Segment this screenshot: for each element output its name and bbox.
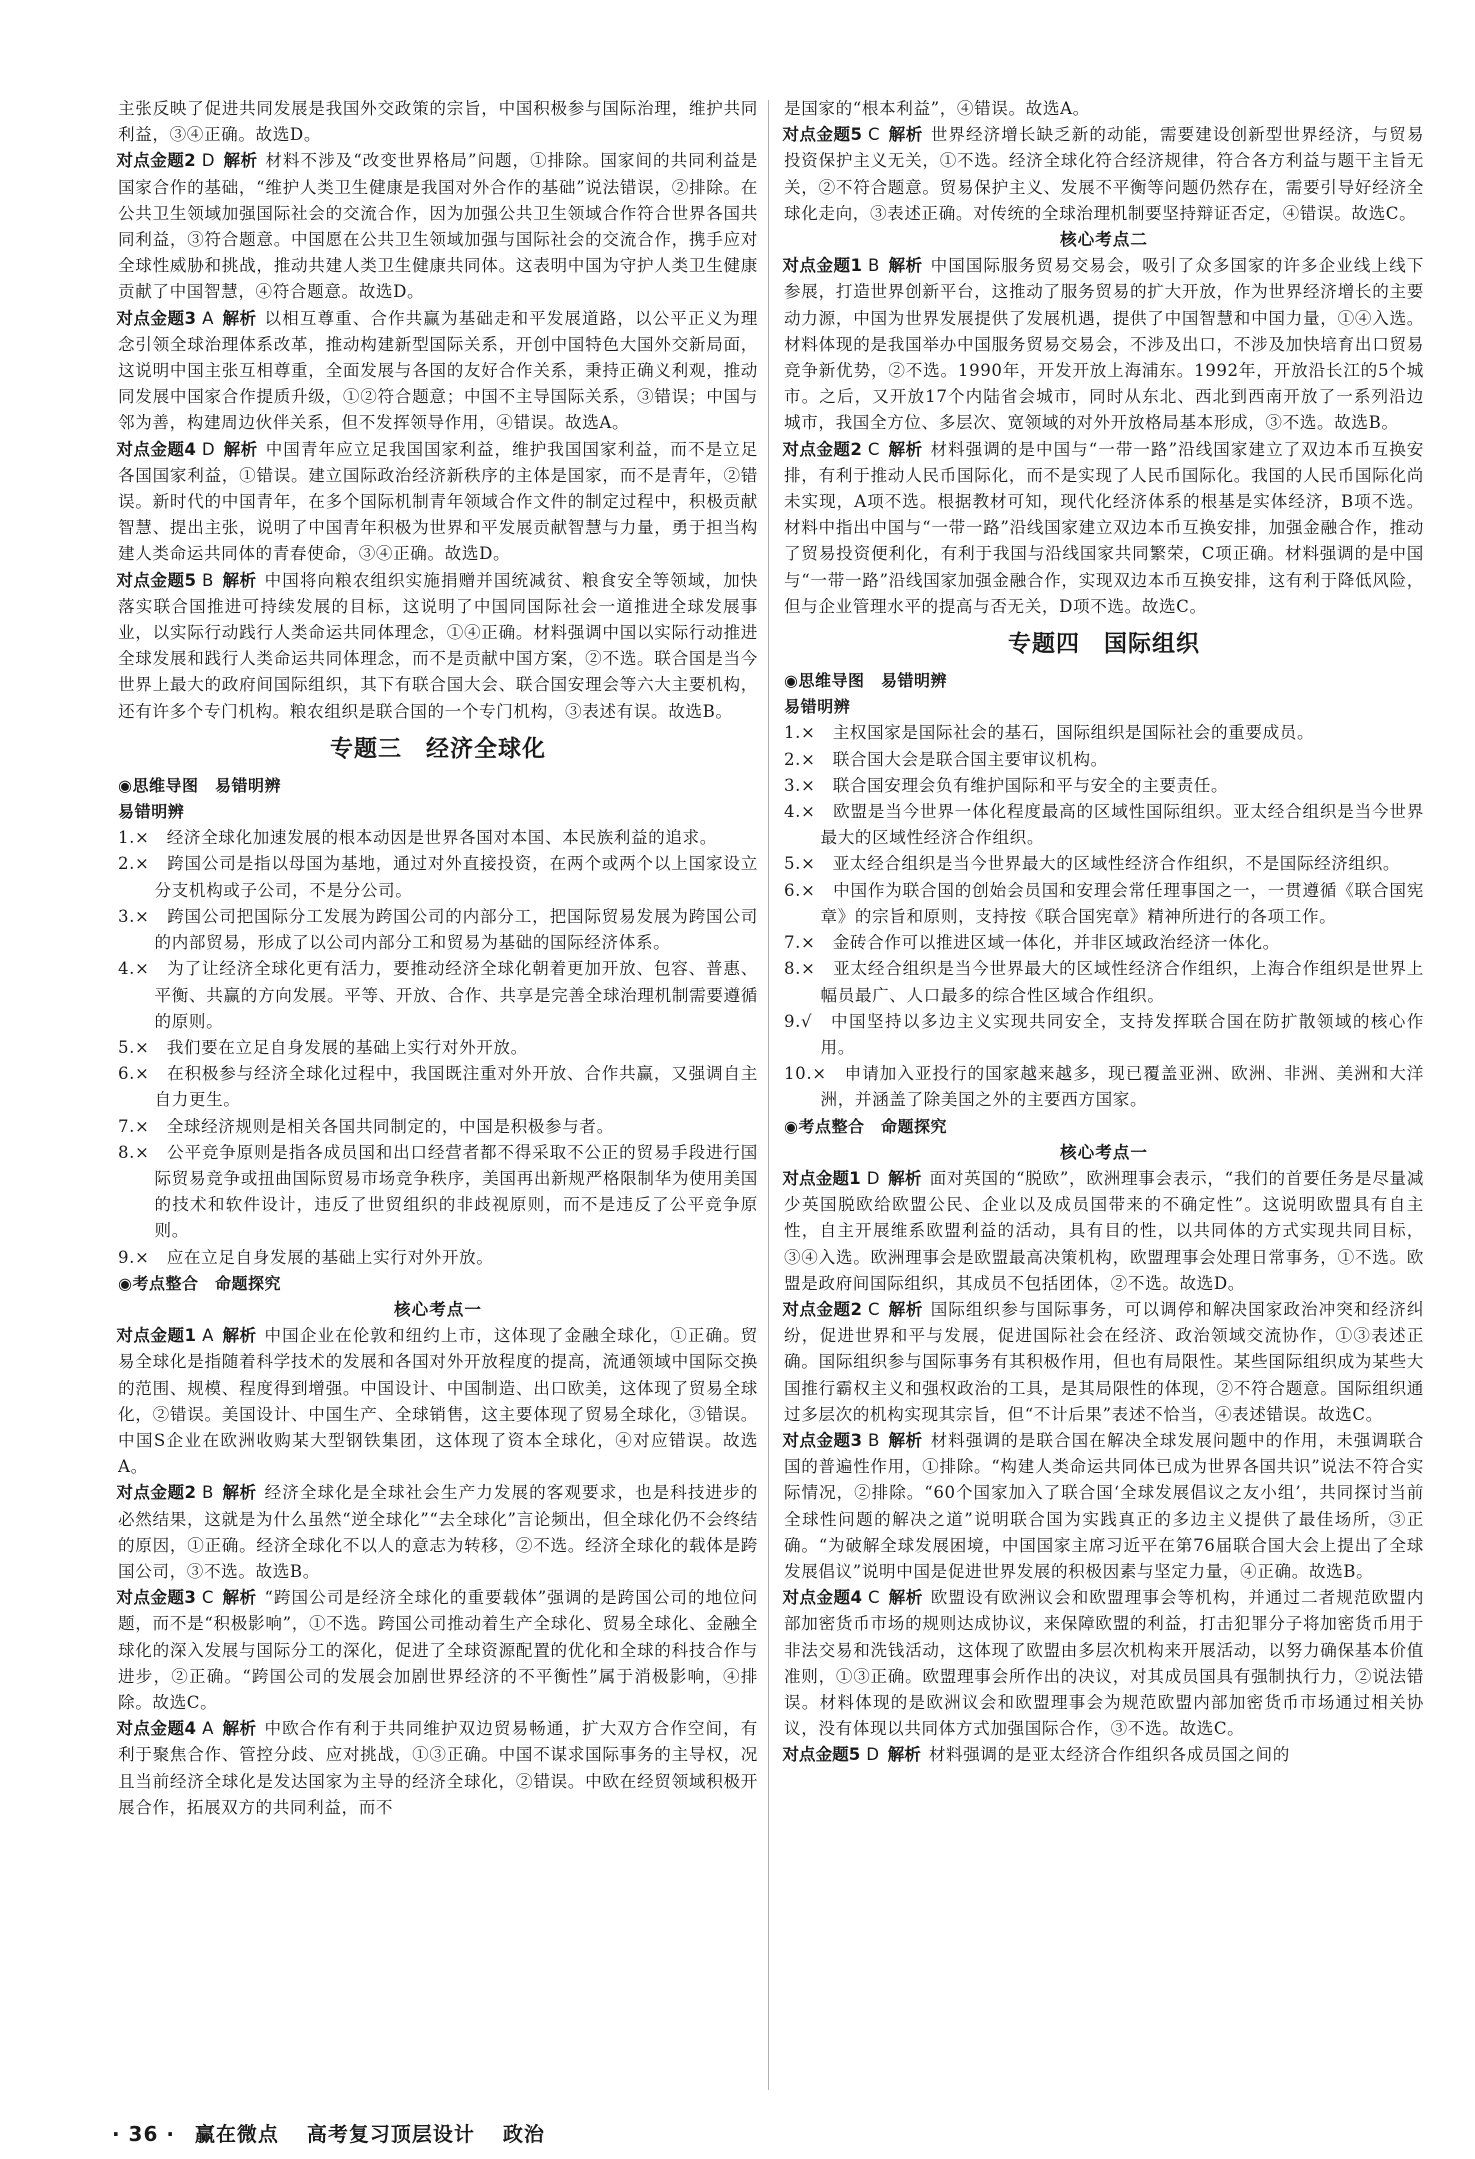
error-item: 6.× 中国作为联合国的创始会员国和安理会常任理事国之一，一贯遵循《联合国宪章》的宗旨和原则，支持按《联合国宪章》精神所进行的各项工作。	[784, 880, 1424, 926]
answer-explanation	[118, 1323, 758, 1480]
explanation-text: 面对英国的“脱欧”，欧洲理事会表示，“我们的首要任务是尽量减少英国脱欧给欧盟公民、企业以及成员国带来的不确定性”。这说明欧盟具有自主性，自主开展维系欧盟利益的活动，具有目的性，以共同体的方式实现共同目标，③④入选。欧洲理事会是欧盟最高决策机构，欧盟理事会处理日常事务，①不选。欧盟是政府间国际组织，其成员不包括团体，②不选。故选D。	[784, 1168, 1425, 1293]
analysis-tag: 解析	[222, 1326, 257, 1346]
explanation-text: 世界经济增长缺乏新的动能，需要建设创新型世界经济，与贸易投资保护主义无关，①不选。经济全球化符合经济规律，符合各方利益与题干主旨无关，②不符合题意。贸易保护主义、发展不平衡等问题仍然存在，需要引导好经济全球化走向，③表述正确。对传统的全球治理机制要坚持辩证否定，④错误。故选C。	[784, 125, 1425, 223]
analysis-tag: 解析	[887, 1745, 921, 1765]
question-label: 对点金题5	[782, 1745, 861, 1765]
analysis-tag: 解析	[888, 1588, 923, 1608]
answer-explanation	[118, 1480, 758, 1585]
question-label: 对点金题3	[782, 1430, 863, 1450]
book-name: 赢在微点	[194, 2122, 279, 2146]
section-heading: ◉考点整合 命题探究	[784, 1116, 947, 1136]
analysis-tag: 解析	[222, 1588, 257, 1608]
error-item: 2.× 联合国大会是联合国主要审议机构。	[784, 749, 1108, 769]
explanation-text: 欧盟设有欧洲议会和欧盟理事会等机构，并通过二者规范欧盟内部加密货币市场的规则达成协议，来保障欧盟的利益，打击犯罪分子将加密货币用于非法交易和洗钱活动，这体现了欧盟由多层次机构来开展活动，以努力确保基本价值准则，①③正确。欧盟理事会所作出的决议，对其成员国具有强制执行力，②说法错误。材料体现的是欧洲议会和欧盟理事会为规范欧盟内部加密货币市场通过相关协议，没有体现以共同体方式加强国际合作，③不选。故选C。	[784, 1588, 1425, 1739]
answer-letter: C	[868, 125, 881, 145]
error-item: 7.× 金砖合作可以推进区域一体化，并非区域政治经济一体化。	[784, 933, 1280, 953]
error-item: 4.× 为了让经济全球化更有活力，要推动经济全球化朝着更加开放、包容、普惠、平衡、共赢的方向发展。平等、开放、合作、共享是完善全球治理机制需要遵循的原则。	[118, 959, 758, 1031]
question-label: 对点金题2	[782, 439, 862, 459]
explanation-text: 中欧合作有利于共同维护双边贸易畅通，扩大双方合作空间，有利于聚焦合作、管控分歧、应对挑战，①③正确。中国不谋求国际事务的主导权，况且当前经济全球化是发达国家为主导的经济全球化，②错误。中欧在经贸领域积极开展合作，拓展双方的共同利益，而不	[118, 1719, 759, 1817]
page-number: · 36 ·	[112, 2122, 175, 2146]
question-label: 对点金题5	[116, 570, 197, 590]
error-item: 7.× 全球经济规则是相关各国共同制定的，中国是积极参与者。	[118, 1116, 614, 1136]
error-item: 3.× 跨国公司把国际分工发展为跨国公司的内部分工，把国际贸易发展为跨国公司的内部贸易，形成了以公司内部分工和贸易为基础的国际经济体系。	[118, 906, 758, 953]
answer-letter: B	[868, 1430, 881, 1450]
error-item: 3.× 联合国安理会负有维护国际和平与安全的主要责任。	[784, 775, 1229, 795]
answer-explanation	[784, 122, 1424, 227]
question-label: 对点金题5	[782, 125, 863, 145]
answer-letter: C	[867, 439, 881, 459]
explanation-text: 中国企业在伦敦和纽约上市，这体现了金融全球化，①正确。贸易全球化是指随着科学技术的发展和各国对外开放程度的提高，流通领域中国际交换的范围、规模、程度得到增强。中国设计、中国制造、出口欧美，这体现了贸易全球化，②错误。美国设计、中国生产、全球销售，这主要体现了贸易全球化，③错误。中国S企业在欧洲收购某大型钢铁集团，这体现了资本全球化，④对应错误。故选A。	[118, 1326, 759, 1477]
section-heading: ◉思维导图 易错明辨	[118, 775, 281, 795]
answer-explanation	[784, 1428, 1424, 1585]
analysis-tag: 解析	[888, 1299, 923, 1319]
column-divider	[768, 100, 769, 2090]
core-point-heading: 核心考点一	[1060, 1142, 1148, 1162]
subject-name: 政治	[502, 2122, 545, 2146]
continued-text: 是国家的“根本利益”，④错误。故选A。	[784, 99, 1090, 118]
core-point-heading: 核心考点一	[394, 1299, 482, 1319]
topic-heading: 专题三 经济全球化	[330, 735, 546, 762]
answer-letter: A	[202, 1326, 215, 1346]
answer-explanation	[118, 148, 758, 305]
explanation-text: 材料不涉及“改变世界格局”问题，①排除。国家间的共同利益是国家合作的基础，“维护人类卫生健康是我国对外合作的基础”说法错误，②排除。在公共卫生领域加强国际社会的交流合作，因为加强公共卫生领域合作符合世界各国共同利益，③符合题意。中国愿在公共卫生领域加强与国际社会的交流合作，携手应对全球性威胁和挑战，推动共建人类卫生健康共同体。这表明中国为守护人类卫生健康贡献了中国智慧，④符合题意。故选D。	[118, 151, 759, 302]
answer-explanation	[784, 1166, 1424, 1297]
question-label: 对点金题4	[116, 439, 196, 459]
answer-letter: B	[202, 570, 215, 590]
question-label: 对点金题2	[782, 1299, 863, 1319]
answer-letter: D	[866, 1745, 880, 1765]
subsection-heading: 易错明辨	[118, 802, 185, 822]
answer-letter: B	[868, 256, 881, 276]
error-item: 6.× 在积极参与经济全球化过程中，我国既注重对外开放、合作共赢，又强调自主自力更生。	[118, 1064, 758, 1110]
error-item: 10.× 申请加入亚投行的国家越来越多，现已覆盖亚洲、欧洲、非洲、美洲和大洋洲，并涵盖了除美国之外的主要西方国家。	[784, 1064, 1424, 1110]
answer-letter: C	[868, 1299, 881, 1319]
answer-explanation	[784, 437, 1424, 620]
answer-explanation	[118, 437, 758, 568]
error-item: 9.√ 中国坚持以多边主义实现共同安全，支持发挥联合国在防扩散领域的核心作用。	[784, 1011, 1424, 1057]
error-item: 8.× 公平竞争原则是指各成员国和出口经营者都不得采取不公正的贸易手段进行国际贸易竞争或扭曲国际贸易市场竞争秩序，美国再出新规严格限制华为使用美国的技术和软件设计，违反了世贸组织的非歧视原则，而不是违反了公平竞争原则。	[118, 1142, 758, 1241]
analysis-tag: 解析	[888, 256, 923, 276]
question-label: 对点金题1	[116, 1326, 197, 1346]
answer-letter: B	[202, 1483, 215, 1503]
error-item: 9.× 应在立足自身发展的基础上实行对外开放。	[118, 1247, 494, 1267]
series-name: 高考复习顶层设计	[306, 2122, 475, 2146]
answer-explanation	[784, 253, 1424, 436]
answer-letter: D	[201, 151, 216, 171]
explanation-text: 以相互尊重、合作共赢为基础走和平发展道路，以公平正义为理念引领全球治理体系改革，推动构建新型国际关系，开创中国特色大国外交新局面，这说明中国主张互相尊重，全面发展与各国的友好合作关系，秉持正确义利观，推动同发展中国家合作提质升级，①②符合题意；中国不主导国际关系，③错误；中国与邻为善，构建周边伙伴关系，但不发挥领导作用，④错误。故选A。	[118, 308, 759, 433]
error-item: 2.× 跨国公司是指以母国为基地，通过对外直接投资，在两个或两个以上国家设立分支机构或子公司，不是分公司。	[118, 854, 758, 900]
analysis-tag: 解析	[222, 570, 257, 590]
question-label: 对点金题3	[116, 308, 197, 328]
analysis-tag: 解析	[222, 308, 257, 328]
error-item: 5.× 我们要在立足自身发展的基础上实行对外开放。	[118, 1037, 528, 1057]
question-label: 对点金题1	[782, 256, 863, 276]
analysis-tag: 解析	[888, 1168, 922, 1188]
answer-explanation	[118, 1716, 758, 1821]
answer-explanation	[118, 1585, 758, 1716]
question-label: 对点金题1	[782, 1168, 861, 1188]
question-label: 对点金题2	[116, 151, 196, 171]
answer-explanation	[118, 568, 758, 725]
explanation-text: 材料强调的是联合国在解决全球发展问题中的作用，未强调联合国的普遍性作用，①排除。“构建人类命运共同体已成为世界各国共识”说法不符合实际情况，②排除。“60个国家加入了联合国‘全球发展倡议之友小组’，共同探讨当前全球性问题的解决之道”说明联合国为实践真正的多边主义提供了最佳场所，③正确。“为破解全球发展困境，中国国家主席习近平在第76届联合国大会上提出了全球发展倡议”说明中国是促进世界发展的积极因素与坚定力量，④正确。故选B。	[784, 1430, 1424, 1581]
analysis-tag: 解析	[222, 1719, 257, 1739]
analysis-tag: 解析	[222, 1483, 257, 1503]
analysis-tag: 解析	[223, 151, 258, 171]
answer-letter: C	[868, 1588, 881, 1608]
error-item: 1.× 经济全球化加速发展的根本动因是世界各国对本国、本民族利益的追求。	[118, 828, 717, 848]
explanation-text: 经济全球化是全球社会生产力发展的客观要求，也是科技进步的必然结果，这就是为什么虽然“逆全球化”“去全球化”言论频出，但全球化仍不会终结的原因，①正确。经济全球化不以人的意志为转移，②不选。经济全球化的载体是跨国公司，③不选。故选B。	[118, 1483, 758, 1581]
question-label: 对点金题3	[116, 1588, 196, 1608]
left-column	[118, 96, 758, 1821]
explanation-text: 材料强调的是中国与“一带一路”沿线国家建立了双边本币互换安排，有利于推动人民币国际化，而不是实现了人民币国际化。我国的人民币国际化尚未实现，A项不选。根据教材可知，现代化经济体系的根基是实体经济，B项不选。材料中指出中国与“一带一路”沿线国家建立双边本币互换安排，加强金融合作，推动了贸易投资便利化，有利于我国与沿线国家共同繁荣，C项正确。材料强调的是中国与“一带一路”沿线国家加强金融合作，实现双边本币互换安排，这有利于降低风险，但与企业管理水平的提高与否无关，D项不选。故选C。	[784, 439, 1424, 616]
analysis-tag: 解析	[888, 439, 923, 459]
error-item: 1.× 主权国家是国际社会的基石，国际组织是国际社会的重要成员。	[784, 723, 1315, 743]
subsection-heading: 易错明辨	[784, 697, 851, 717]
analysis-tag: 解析	[888, 125, 923, 145]
answer-explanation	[784, 1742, 1424, 1768]
answer-explanation	[784, 1585, 1424, 1742]
section-heading: ◉思维导图 易错明辨	[784, 671, 947, 691]
explanation-text: “跨国公司是经济全球化的重要载体”强调的是跨国公司的地位问题，而不是“积极影响”，①不选。跨国公司推动着生产全球化、贸易全球化、金融全球化的深入发展与国际分工的深化，促进了全球资源配置的优化和全球的科技合作与进步，②正确。“跨国公司的发展会加剧世界经济的不平衡性”属于消极影响，④排除。故选C。	[118, 1588, 758, 1712]
question-label: 对点金题4	[116, 1719, 197, 1739]
answer-letter: A	[202, 308, 215, 328]
answer-explanation	[118, 306, 758, 437]
question-label: 对点金题2	[116, 1483, 197, 1503]
answer-explanation	[784, 1297, 1424, 1428]
answer-letter: D	[866, 1168, 881, 1188]
explanation-text: 中国国际服务贸易交易会，吸引了众多国家的许多企业线上线下参展，打造世界创新平台，这推动了服务贸易的扩大开放，作为世界经济增长的主要动力源，中国为世界发展提供了发展机遇，提供了中国智慧和中国力量，①④入选。材料体现的是我国举办中国服务贸易交易会，不涉及出口，不涉及加快培育出口贸易竞争新优势，②不选。1990年，开发开放上海浦东。1992年，开放沿长江的5个城市。之后，又开放17个内陆省会城市，同时从东北、西北到西南开放了一系列沿边城市，我国全方位、多层次、宽领域的对外开放格局基本形成，③不选。故选B。	[784, 256, 1424, 433]
continued-text: 主张反映了促进共同发展是我国外交政策的宗旨，中国积极参与国际治理，维护共同利益，③④正确。故选D。	[118, 99, 758, 145]
analysis-tag: 解析	[223, 439, 258, 459]
page-footer	[112, 2118, 545, 2147]
explanation-text: 中国将向粮农组织实施捐赠并国统减贫、粮食安全等领域，加快落实联合国推进可持续发展的目标，这说明了中国同国际社会一道推进全球发展事业，以实际行动践行人类命运共同体理念，①④正确。材料强调中国以实际行动推进全球发展和践行人类命运共同体理念，而不是贡献中国方案，②不选。联合国是当今世界上最大的政府间国际组织，其下有联合国大会、联合国安理会等六大主要机构，还有许多个专门机构。粮农组织是联合国的一个专门机构，③表述有误。故选B。	[118, 570, 758, 721]
topic-heading: 专题四 国际组织	[1008, 631, 1200, 658]
error-item: 4.× 欧盟是当今世界一体化程度最高的区域性国际组织。亚太经合组织是当今世界最大的区域性经济合作组织。	[784, 802, 1424, 848]
answer-letter: A	[202, 1719, 215, 1739]
question-label: 对点金题4	[782, 1588, 863, 1608]
answer-letter: D	[201, 439, 216, 459]
section-heading: ◉考点整合 命题探究	[118, 1273, 281, 1293]
core-point-heading: 核心考点二	[1060, 230, 1148, 250]
analysis-tag: 解析	[888, 1430, 923, 1450]
right-column	[784, 96, 1424, 1769]
error-item: 5.× 亚太经合组织是当今世界最大的区域性经济合作组织，不是国际经济组织。	[784, 854, 1401, 874]
explanation-text: 材料强调的是亚太经济合作组织各成员国之间的	[928, 1745, 1290, 1765]
explanation-text: 中国青年应立足我国国家利益，维护我国国家利益，而不是立足各国国家利益，①错误。建立国际政治经济新秩序的主体是国家，而不是青年，②错误。新时代的中国青年，在多个国际机制青年领域合作文件的制定过程中，积极贡献智慧、提出主张，说明了中国青年积极为世界和平发展贡献智慧与力量，勇于担当构建人类命运共同体的青春使命，③④正确。故选D。	[118, 439, 759, 564]
explanation-text: 国际组织参与国际事务，可以调停和解决国家政治冲突和经济纠纷，促进世界和平与发展，促进国际社会在经济、政治领域交流协作，①③表述正确。国际组织参与国际事务有其积极作用，但也有局限性。某些国际组织成为某些大国推行霸权主义和强权政治的工具，是其局限性的体现，②不符合题意。国际组织通过多层次的机构实现其宗旨，但“不计后果”表述不恰当，④表述错误。故选C。	[784, 1299, 1425, 1424]
error-item: 8.× 亚太经合组织是当今世界最大的区域性经济合作组织，上海合作组织是世界上幅员最广、人口最多的综合性区域合作组织。	[784, 959, 1424, 1005]
answer-letter: C	[201, 1588, 215, 1608]
